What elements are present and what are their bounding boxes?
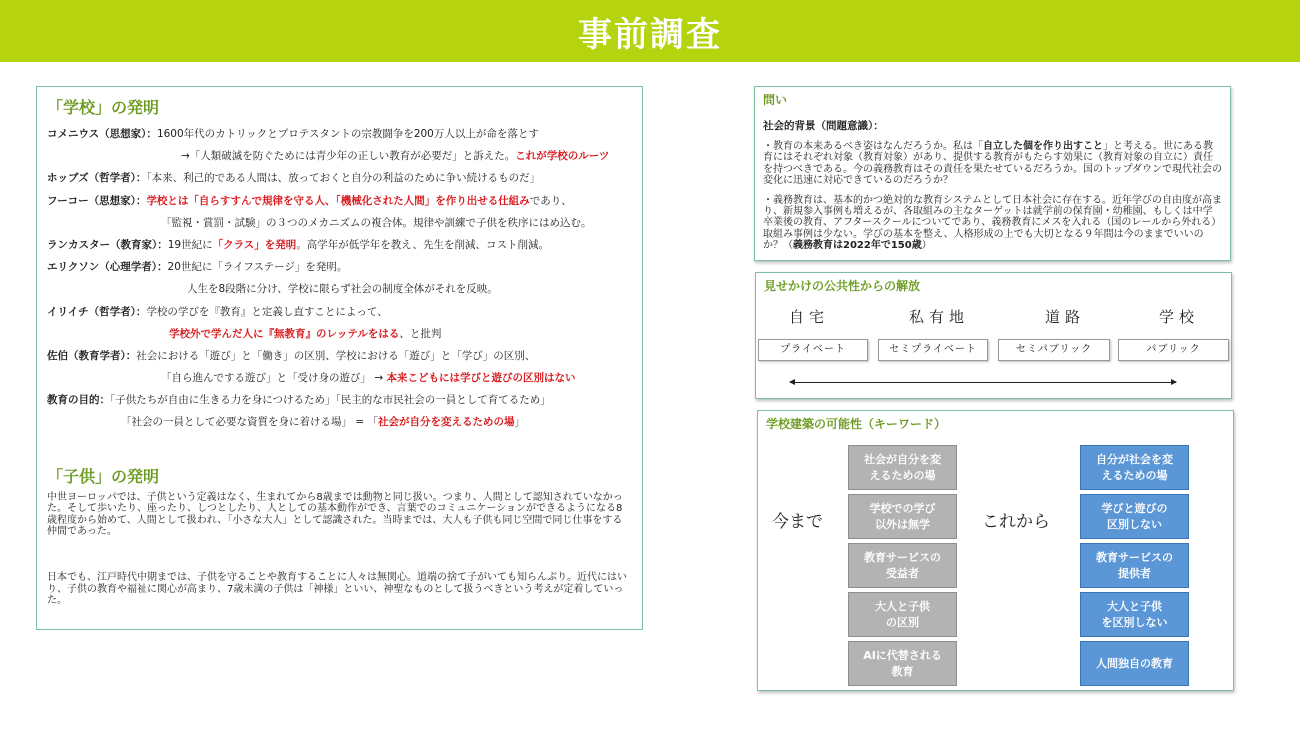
keyword-before-5: AIに代替される 教育: [848, 641, 957, 686]
question-panel: [754, 86, 1231, 261]
keyword-before-3: 教育サービスの 受益者: [848, 543, 957, 588]
school-invention-title: 「学校」の発明: [47, 98, 160, 117]
note-purpose-2: 「社会の一員として必要な資質を身に着ける場」 = 「社会が自分を変えるための場」: [121, 416, 525, 429]
publicness-title: 見せかけの公共性からの解放: [764, 279, 921, 293]
child-invention-title: 「子供」の発明: [47, 466, 160, 486]
note-foucault: フーコー（思想家）：学校とは「自らすすんで規律を守る人、「機械化された人間」を作り出せる仕組みであり、: [47, 194, 572, 207]
note-erikson: エリクソン（心理学者）：20世紀に「ライフステージ」を発明。: [47, 261, 348, 274]
question-subtitle: 社会的背景（問題意識）：: [763, 120, 884, 132]
note-illich: イリイチ（哲学者）：学校の学びを『教育』と定義し直すことによって、: [47, 305, 388, 318]
architecture-title: 学校建築の可能性（キーワード）: [766, 417, 947, 431]
label-from-now: これから: [982, 512, 1050, 532]
keyword-after-5: 人間独自の教育: [1080, 641, 1189, 686]
keyword-after-2: 学びと遊びの 区別しない: [1080, 494, 1189, 539]
architecture-panel: [757, 410, 1234, 691]
note-illich-2: 学校外で学んだ人に『無教育』のレッテルをはる、と批判: [169, 327, 442, 340]
keyword-before-4: 大人と子供 の区別: [848, 592, 957, 637]
research-notes-panel: [36, 86, 643, 630]
label-until-now: 今まで: [772, 512, 823, 532]
question-paragraph-1: ・教育の本来あるべき姿はなんだろうか。私は「自立した個を作り出すこと」と考える。世にある教育にはそれぞれ対象（教育対象）があり、提供する教育がもたらす効果に（教育対象の自立に）責任を持つべきである。今の義務教育はその責任を果たせているだろうか。国のトップダウンで現代社会の変化に迅速に対応できているのだろうか？: [763, 141, 1222, 187]
header-banner: [0, 0, 1300, 62]
keyword-after-4: 大人と子供 を区別しない: [1080, 592, 1189, 637]
note-comenius: コメニウス（思想家）：1600年代のカトリックとプロテスタントの宗教闘争を200万人以上が命を落とす: [47, 128, 539, 140]
note-saeki: 佐伯（教育学者）：社会における「遊び」と「働き」の区別、学校における「遊び」と「学び」の区別、: [47, 349, 536, 362]
question-title: 問い: [763, 93, 788, 107]
note-foucault-2: 「監視・賞罰・試験」の３つのメカニズムの複合体。規律や訓練で子供を秩序にはめ込む。: [161, 216, 592, 229]
note-purpose: 教育の目的：「子供たちが自由に生きる力を身につけるため」「民主的な市民社会の一員として育てるため」: [47, 394, 551, 407]
tag-semi-private: セミプライベート: [878, 339, 988, 361]
tag-private: プライベート: [758, 339, 868, 361]
keyword-before-1: 社会が自分を変 えるための場: [848, 445, 957, 490]
publicness-panel: [755, 272, 1232, 399]
tag-semi-public: セミパブリック: [998, 339, 1110, 361]
place-private-land: 私有地: [908, 308, 969, 326]
note-comenius-2: →「人類破滅を防ぐためには青少年の正しい教育が必要だ」と訴えた。これが学校のルーツ: [181, 150, 610, 163]
publicness-double-arrow: [790, 382, 1176, 383]
note-saeki-2: 「自ら進んでする遊び」と「受け身の遊び」 → 本来こどもには学びと遊びの区別はない: [161, 372, 576, 385]
tag-public: パブリック: [1118, 339, 1229, 361]
page-title: 事前調査: [578, 14, 722, 55]
keyword-before-2: 学校での学び 以外は無学: [848, 494, 957, 539]
child-paragraph-japan: 日本でも、江戸時代中期までは、子供を守ることや教育することに人々は無関心。道端の捨て子がいても知らんぷり。近代にはいり、子供の教育や福祉に関心が高まり、7歳未満の子供は「神様」といい、神聖なものとして扱うべきという考えが定着していった。: [47, 572, 627, 607]
note-hobbes: ホッブズ（哲学者）：「本来、利己的である人間は、放っておくと自分の利益のために争い続けるものだ」: [47, 172, 541, 185]
note-lancaster: ランカスター（教育家）：19世紀に「クラス」を発明。高学年が低学年を教え、先生を削減、コスト削減。: [47, 238, 549, 251]
place-home: 自宅: [788, 308, 829, 326]
note-erikson-2: 人生を8段階に分け、学校に限らず社会の制度全体がそれを反映。: [187, 283, 498, 296]
place-road: 道路: [1044, 308, 1085, 326]
place-school: 学校: [1158, 308, 1199, 326]
keyword-after-1: 自分が社会を変 えるための場: [1080, 445, 1189, 490]
child-paragraph-europe: 中世ヨーロッパでは、子供という定義はなく、生まれてから8歳までは動物と同じ扱い。つまり、人間として認知されていなかった。そして歩いたり、座ったり、しつとしたり、人としての基本動作ができ、言葉でのコミュニケーションができるようになる8歳程度から始めて、人間として扱われ、「小さな大人」として認識された。当時までは、大人も子供も同じ空間で同じ仕事をする仲間であった。: [47, 491, 623, 538]
question-paragraph-2: ・義務教育は、基本的かつ絶対的な教育システムとして日本社会に存在する。近年学びの自由度が高まり、新規参入事例も増えるが、各取組みの主なターゲットは就学前の保育園・幼稚園、もしくは中学卒業後の教育、アフタースクールについてであり、義務教育にメスを入れる（国のレールから外れる）取組み事例は少ない。学びの基本を整え、人格形成の上でも大切となる９年間は今のままでいいのか？（義務教育は2022年で150歳）: [763, 194, 1222, 252]
keyword-after-3: 教育サービスの 提供者: [1080, 543, 1189, 588]
